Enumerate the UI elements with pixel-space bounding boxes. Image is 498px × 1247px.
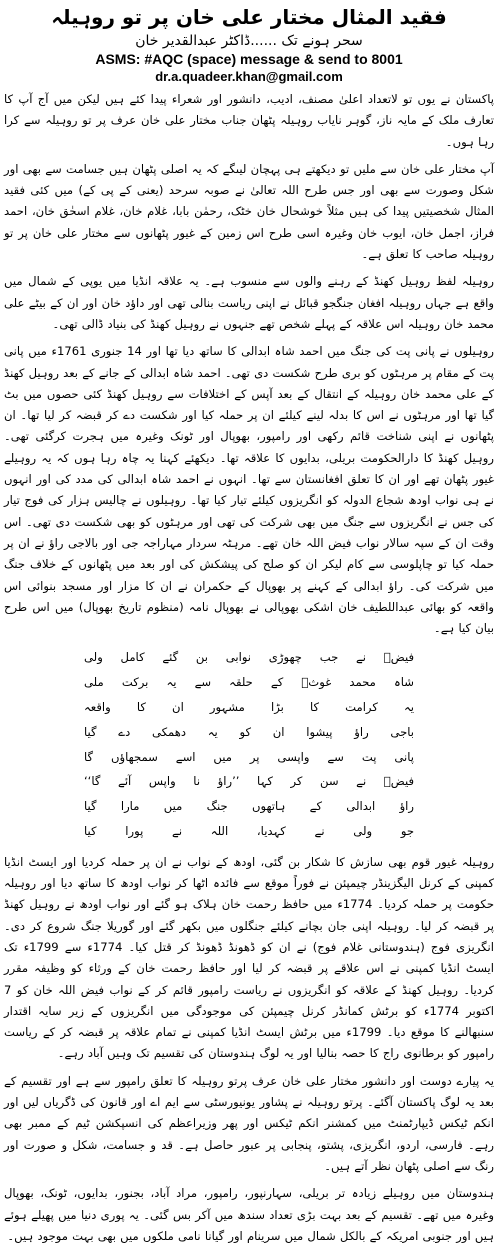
paragraph-diaspora: ہندوستان میں روہیلے زیادہ تر بریلی، سہارنپور، رامپور، مراد آباد، بجنور، بدایوں، ٹونک، بھوپال وغیرہ میں تھے۔ تقسیم کے بعد بہت بڑی تعداد سندھ میں آکر بس گئی۔ یہ پوری دنیا میں پھیلے ہوئے ہیں اور جنوبی امریکہ کے بالکل شمال میں سرینام اور گیانا نامی ملکوں میں بھی بہت موجود ہیں۔ (4, 1186, 494, 1243)
poem-line: شاہ محمد غوثؔ کے حلقہ سے یہ برکت ملی (84, 675, 414, 690)
sms-instruction: ASMS: #AQC (space) message & send to 8001 (95, 51, 403, 67)
poem-line: پانی پت سے واپسی پر میں اسے سمجھاؤں گا (84, 749, 414, 764)
author-email: dr.a.quadeer.khan@gmail.com (155, 69, 343, 84)
poem-block (84, 645, 414, 843)
poem-line: جو ولی نے کہدیا، اللہ نے پورا کیا (84, 824, 414, 838)
poem-line: فیضؔ نے سن کر کہا ’’راؤ نا واپس آئے گا‘‘ (84, 774, 414, 789)
paragraph-rohilkhand: روہیلہ لفظ روہیل کھنڈ کے رہنے والوں سے منسوب ہے۔ یہ علاقہ انڈیا میں یوپی کے شمال میں واقع ہے جہاں روہیلہ افغان جنگجو قبائل نے اپنی ریاست بنالی تھی اور داؤد خان اور ان کے بیٹے علی محمد خان روہیلہ اس علاقہ کے پہلے شخص تھے جنہوں نے روہیل کھنڈ کی بنیاد ڈالی تھی۔ (4, 274, 494, 331)
poem-line: یہ کرامت کا بڑا مشہور ان کا واقعہ (84, 700, 414, 715)
poem-line: باجی راؤ پیشوا ان کو یہ دھمکی دے گیا (84, 724, 414, 739)
paragraph-conspiracy: روہیلہ غیور قوم بھی سازش کا شکار بن گئی، اودھ کے نواب نے ان پر حملہ کردیا اور ایسٹ انڈیا کمپنی کے کرنل الیگزینڈر چیمپئن نے فوراً موقع سے فائدہ اٹھا کر نواب اودھ کا ساتھ دیا اور روہیلہ حکومت پر حملہ کردیا۔ 1774ء میں حافظ رحمت خان ہلاک ہو گئے اور نواب اودھ نے روہیل کھنڈ پر قبضہ کر لیا۔ روہیلہ اپنی جان بچانے کیلئے جنگلوں میں بکھر گئے اور گوریلا جنگ شروع کر دی۔ انگریزی فوج (ہندوستانی غلام فوج) نے ان کو ڈھونڈ ڈھونڈ کر قتل کیا۔ 1774ء سے 1799ء تک ایسٹ انڈیا کمپنی نے اس علاقے پر قبضہ کر لیا اور حافظ رحمت خان کے ورثاء کو وظیفہ مقرر کردیا۔ روہیل کھنڈ کے علاقہ کو انگریزوں نے ریاست رامپور قائم کر کے نواب فیض اللہ خان کو 7 اکتوبر 1774ء کو برٹش کمانڈر کرنل چیمپئن کی موجودگی میں انگریزوں کے زیر سایہ اقتدار سنبھالنے کا موقع دیا۔ 1799ء میں برٹش ایسٹ انڈیا کمپنی نے تمام علاقہ پر قبضہ کر کے ریاست رامپور کو برطانوی راج کا حصہ بنالیا اور یہ لوگ ہندوستان کی تقسیم تک وہیں آباد رہے۔ (4, 854, 495, 1061)
paragraph-intro: پاکستان نے یوں تو لاتعداد اعلیٰ مصنف، ادیب، دانشور اور شعراء پیدا کئے ہیں لیکن میں آج آپ کا تعارف ملک کے مایہ ناز، گوہر نایاب روہیلہ پٹھان جناب مختار علی خان عرف پر تو روہیلہ سے کرا رہا ہوں۔ (4, 92, 494, 149)
article-title: فقید المثال مختار علی خان پر تو روہیلہ (51, 5, 447, 29)
paragraph-author-profile: یہ پیارے دوست اور دانشور مختار علی خان عرف پرتو روہیلہ کا تعلق رامپور سے ہے اور تقسیم کے بعد یہ لوگ پاکستان آگئے۔ پرتو روہیلہ نے پشاور یونیورسٹی سے ایم اے اور قانون کی ڈگریاں لیں اور انکم ٹیکس ڈیپارٹمنٹ میں کمشنر انکم ٹیکس اور پھر وزیراعظم کی انسپکشن ٹیم کے ممبر بھی رہے۔ فارسی، اردو، انگریزی، پشتو، پنجابی پر عبور حاصل ہے۔ قد و جسامت، شکل و صورت اور رنگ سے اصلی پٹھان نظر آتے ہیں۔ (4, 1073, 494, 1173)
poem-line: فیضؔ نے جب چھوڑی نوابی بن گئے کامل ولی (84, 650, 414, 665)
column-byline: سحر ہونے تک ......ڈاکٹر عبدالقدیر خان (135, 33, 363, 49)
poem-line: راؤ ابدالی کے ہاتھوں جنگ میں مارا گیا (84, 799, 414, 814)
newspaper-column (4, 4, 495, 1243)
paragraph-history: روہیلوں نے پانی پت کی جنگ میں احمد شاہ ابدالی کا ساتھ دیا تھا اور 14 جنوری 1761ء میں پانی پت کے مقام پر مرہٹوں کو بری طرح شکست دی تھی۔ احمد شاہ ابدالی کے جانے کے بعد روہیل کھنڈ کے علی محمد خان روہیلہ کے انتقال کے بعد آپس کے اختلافات سے روہیل کھنڈ کئی حصوں میں بٹ گیا تھا اور مرہٹوں نے اس کا بدلہ لینے کیلئے ان پر حملہ کیا اور شکست دے کر قبضہ کر لیا تھا۔ ان پٹھانوں نے اپنی شناخت قائم رکھی اور رامپور، بھوپال اور ٹونک وغیرہ میں ہجرت کرگئی تھی۔ روہیل کھنڈ کا دارالحکومت بریلی، بدایوں کا علاقہ تھا۔ دیکھئے کہنا یہ چاہ رہا ہوں کہ یہ روہیلے غیور پٹھان تھے اور ان کا تعلق افغانستان سے تھا۔ انہوں نے احمد شاہ ابدالی کی مدد کی اور انہوں نے ہی نواب اودھ شجاع الدولہ کو انگریزوں کیلئے تیار کیا تھا۔ روہیلوں نے چالیس ہزار کی فوج تیار کی جس نے انگریزوں سے جنگ میں بھی شرکت کی تھی اور مرہٹوں کو بھی شکست دی تھی۔ اس وقت ان کے سپہ سالار نواب فیض اللہ خان تھے۔ مرہٹہ سردار مہاراجہ جی اور بالاجی راؤ نے ان پر حملہ کیا تو چاپلوسی سے کام لیکر ان کو صلح کی پیشکش کی اور بعد میں پٹھانوں کے خلاف جنگ میں شرکت کی۔ راؤ ابدالی کے کہنے پر بھوپال کے حکمران نے ان کا مزار اور مسجد بنوائی اس واقعہ کو بھائی عبداللطیف خان اشکی بھوپالی نے بھوپال نامہ (منظوم تاریخ بھوپال) میں اس طرح بیان کیا ہے۔ (4, 344, 494, 636)
paragraph-pathan-identity: آپ مختار علی خان سے ملیں تو دیکھتے ہی پہچان لیںگے کہ یہ اصلی پٹھان ہیں جسامت سے بھی اور شکل وصورت سے بھی اور جس طرح اللہ تعالیٰ نے صوبہ سرحد (یعنی کے پی کے) میں کئی فقید المثال شخصیتیں پیدا کی ہیں مثلاً خوشحال خان خٹک، رحمٰن بابا، غلام خان، غلام اسحٰق خان، احمد فراز، اجمل خان، ایوب خان وغیرہ اسی طرح اس زمین کے غیور پٹھانوں سے مختار علی خان پر تو روہیلہ صاحب کا تعلق ہے۔ (4, 161, 494, 262)
